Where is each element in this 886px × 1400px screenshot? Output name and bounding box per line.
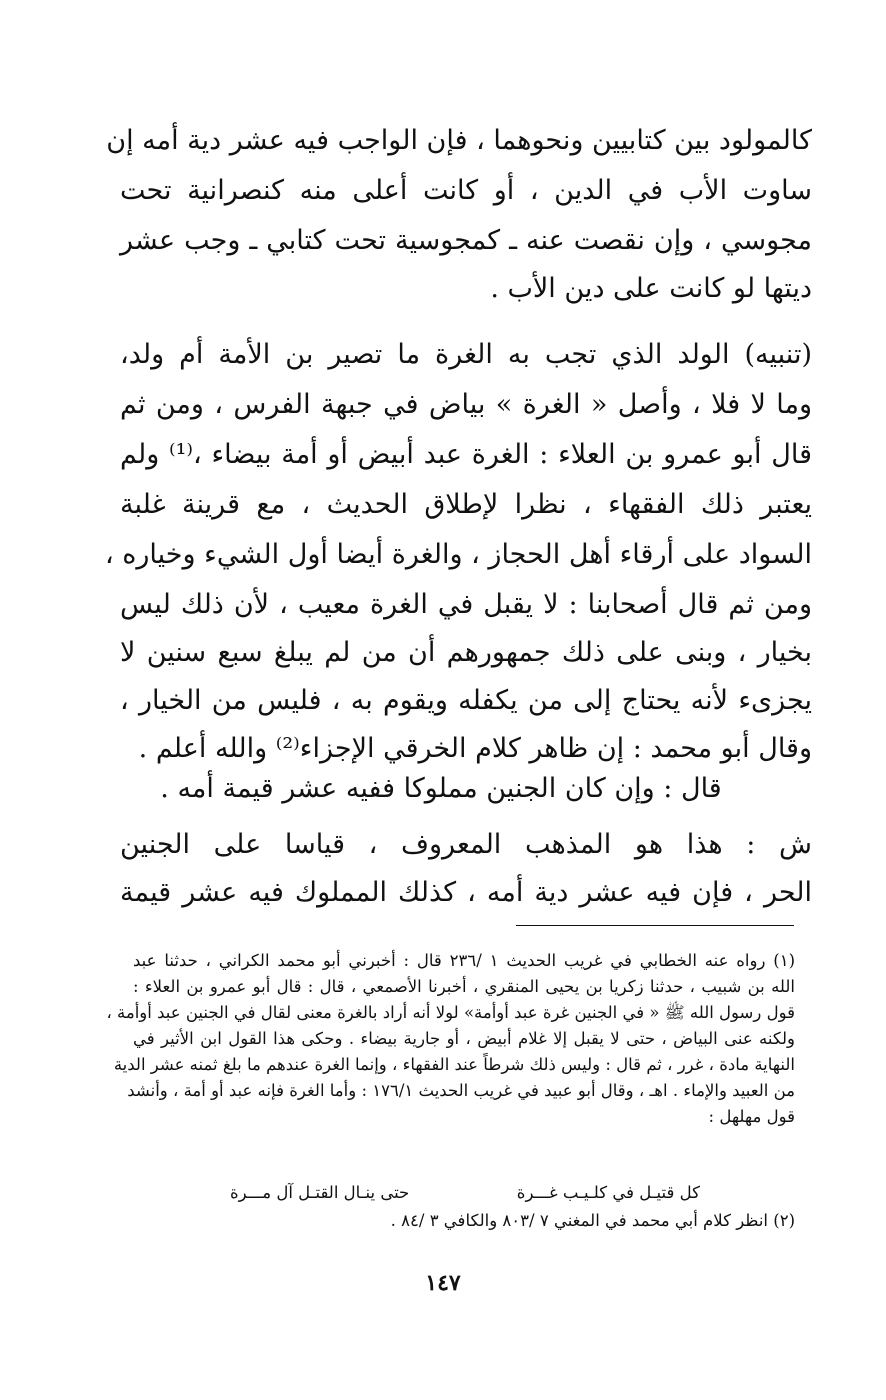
text-line: ساوت الأب في الدين ، أو كانت أعلى منه كنصرانية تحت bbox=[120, 175, 812, 206]
text-line: يعتبر ذلك الفقهاء ، نظرا لإطلاق الحديث ، مع قرينة غلبة bbox=[120, 489, 812, 520]
text-line: بخيار ، وبنى على ذلك جمهورهم أن من لم يبلغ سبع سنين لا bbox=[120, 637, 812, 668]
footnote-line: قول مهلهل : bbox=[708, 1107, 795, 1126]
verse-hemistich-first: كل قتيـل في كلـيـب غـــرة bbox=[516, 1183, 700, 1202]
text-line: الحر ، فإن فيه عشر دية أمه ، كذلك المملوك فيه عشر قيمة bbox=[120, 877, 812, 908]
text-line: ديتها لو كانت على دين الأب . bbox=[490, 273, 812, 304]
text-line: كالمولود بين كتابيين ونحوهما ، فإن الواجب فيه عشر دية أمه إن bbox=[106, 125, 812, 156]
text-line: السواد على أرقاء أهل الحجاز ، والغرة أيضا أول الشيء وخياره ، bbox=[104, 539, 812, 570]
text-line: ش : هذا هو المذهب المعروف ، قياسا على الجنين bbox=[120, 829, 812, 860]
text-line: مجوسي ، وإن نقصت عنه ـ كمجوسية تحت كتابي ـ وجب عشر bbox=[120, 225, 812, 256]
footnote-line: قول رسول الله ﷺ « في الجنين غرة عبد أوأمة» لولا أنه أراد بالغرة معنى لقال في الجنين عبد أوأمة ، bbox=[106, 1003, 795, 1022]
footnote-line: (١) رواه عنه الخطابي في غريب الحديث ١ /٢٣٦ قال : أخبرني أبو محمد الكراني ، حدثنا عبد bbox=[133, 951, 795, 970]
text-line: يجزىء لأنه يحتاج إلى من يكفله ويقوم به ، فليس من الخيار ، bbox=[120, 685, 812, 716]
verse-hemistich-second: حتى ينـال القتـل آل مـــرة bbox=[230, 1183, 410, 1202]
text-line: ومن ثم قال أصحابنا : لا يقبل في الغرة معيب ، لأن ذلك ليس bbox=[120, 589, 812, 620]
text-line: (تنبيه) الولد الذي تجب به الغرة ما تصير بن الأمة أم ولد، bbox=[120, 339, 812, 370]
footnote-separator bbox=[516, 925, 794, 926]
footnote-2: (٢) انظر كلام أبي محمد في المغني ٧ /٨٠٣ والكافي ٣ /٨٤ . bbox=[390, 1211, 795, 1230]
text-line: قال أبو عمرو بن العلاء : الغرة عبد أبيض أو أمة بيضاء ،⁽¹⁾ ولم bbox=[120, 439, 812, 470]
footnote-line: النهاية مادة ، غرر ، ثم قال : وليس ذلك شرطاً عند الفقهاء ، وإنما الغرة عندهم ما بلغ ثمنه عشر الدية bbox=[113, 1055, 795, 1074]
text-line: وما لا فلا ، وأصل « الغرة » بياض في جبهة الفرس ، ومن ثم bbox=[120, 389, 812, 420]
text-line-matn: قال : وإن كان الجنين مملوكا ففيه عشر قيمة أمه . bbox=[160, 773, 722, 804]
page-number: ١٤٧ bbox=[425, 1270, 461, 1296]
footnote-line: من العبيد والإماء . اهـ ، وقال أبو عبيد في غريب الحديث ١٧٦/١ : وأما الغرة فإنه عبد أو أمة ، وأنشد bbox=[127, 1081, 795, 1100]
footnote-line: الله بن شبيب ، حدثنا زكريا بن يحيى المنقري ، أخبرنا الأصمعي ، قال : قال أبو عمرو بن العلاء : bbox=[133, 977, 795, 996]
footnote-line: ولكنه عنى البياض ، حتى لا يقبل إلا غلام أبيض ، أو جارية بيضاء . وحكى هذا القول ابن الأثير في bbox=[133, 1029, 795, 1048]
verse bbox=[230, 1180, 700, 1206]
text-line: وقال أبو محمد : إن ظاهر كلام الخرقي الإجزاء⁽²⁾ والله أعلم . bbox=[138, 733, 812, 764]
